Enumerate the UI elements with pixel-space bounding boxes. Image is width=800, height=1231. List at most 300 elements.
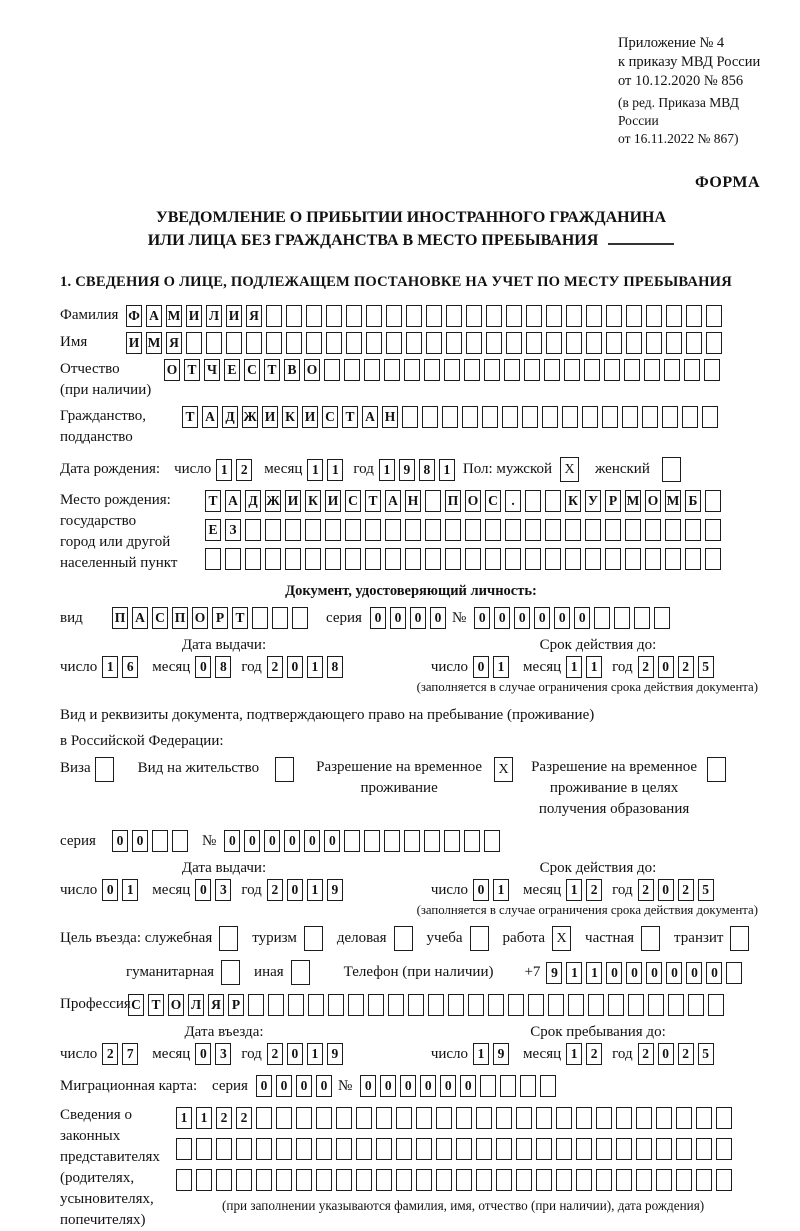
- sex-male-checkbox[interactable]: X: [560, 457, 579, 482]
- char-box[interactable]: 0: [400, 1075, 416, 1097]
- char-box[interactable]: [525, 490, 541, 512]
- char-box[interactable]: 1: [176, 1107, 192, 1129]
- char-box[interactable]: [405, 519, 421, 541]
- char-box[interactable]: [356, 1138, 372, 1160]
- char-box[interactable]: 0: [460, 1075, 476, 1097]
- char-box[interactable]: 1: [566, 879, 582, 901]
- char-box[interactable]: [604, 359, 620, 381]
- char-box[interactable]: [465, 519, 481, 541]
- char-box[interactable]: 0: [284, 830, 300, 852]
- char-box[interactable]: [546, 305, 562, 327]
- char-box[interactable]: 0: [706, 962, 722, 984]
- char-box[interactable]: [516, 1138, 532, 1160]
- char-box[interactable]: 2: [586, 1043, 602, 1065]
- char-box[interactable]: [726, 962, 742, 984]
- char-box[interactable]: 0: [195, 1043, 211, 1065]
- char-box[interactable]: [266, 305, 282, 327]
- char-box[interactable]: Р: [228, 994, 244, 1016]
- char-box[interactable]: С: [485, 490, 501, 512]
- char-box[interactable]: [544, 359, 560, 381]
- char-box[interactable]: [588, 994, 604, 1016]
- char-box[interactable]: [348, 994, 364, 1016]
- char-box[interactable]: Р: [605, 490, 621, 512]
- char-box[interactable]: [480, 1075, 496, 1097]
- char-box[interactable]: [505, 519, 521, 541]
- char-box[interactable]: [386, 305, 402, 327]
- char-box[interactable]: 1: [379, 459, 395, 481]
- char-box[interactable]: Т: [365, 490, 381, 512]
- char-box[interactable]: 6: [122, 656, 138, 678]
- char-box[interactable]: 0: [360, 1075, 376, 1097]
- char-box[interactable]: С: [322, 406, 338, 428]
- char-box[interactable]: 0: [276, 1075, 292, 1097]
- char-box[interactable]: [336, 1138, 352, 1160]
- char-box[interactable]: [176, 1169, 192, 1191]
- char-box[interactable]: [594, 607, 610, 629]
- char-box[interactable]: [716, 1107, 732, 1129]
- char-box[interactable]: 1: [307, 1043, 323, 1065]
- char-box[interactable]: 3: [215, 1043, 231, 1065]
- char-box[interactable]: [396, 1107, 412, 1129]
- char-box[interactable]: О: [168, 994, 184, 1016]
- char-box[interactable]: [716, 1138, 732, 1160]
- char-box[interactable]: [296, 1169, 312, 1191]
- char-box[interactable]: К: [565, 490, 581, 512]
- char-box[interactable]: [436, 1169, 452, 1191]
- char-box[interactable]: [346, 332, 362, 354]
- char-box[interactable]: [525, 548, 541, 570]
- char-box[interactable]: 5: [698, 1043, 714, 1065]
- char-box[interactable]: [328, 994, 344, 1016]
- char-box[interactable]: [485, 519, 501, 541]
- char-box[interactable]: [468, 994, 484, 1016]
- char-box[interactable]: А: [385, 490, 401, 512]
- char-box[interactable]: [426, 305, 442, 327]
- char-box[interactable]: [625, 519, 641, 541]
- char-box[interactable]: [686, 305, 702, 327]
- char-box[interactable]: Я: [246, 305, 262, 327]
- char-box[interactable]: [396, 1169, 412, 1191]
- char-box[interactable]: [444, 830, 460, 852]
- char-box[interactable]: [482, 406, 498, 428]
- char-box[interactable]: [565, 519, 581, 541]
- char-box[interactable]: [416, 1107, 432, 1129]
- char-box[interactable]: [385, 548, 401, 570]
- char-box[interactable]: [336, 1169, 352, 1191]
- char-box[interactable]: [706, 332, 722, 354]
- char-box[interactable]: Т: [264, 359, 280, 381]
- char-box[interactable]: 1: [566, 656, 582, 678]
- char-box[interactable]: [476, 1138, 492, 1160]
- char-box[interactable]: 1: [122, 879, 138, 901]
- char-box[interactable]: [500, 1075, 516, 1097]
- char-box[interactable]: [416, 1169, 432, 1191]
- char-box[interactable]: [404, 830, 420, 852]
- char-box[interactable]: 1: [493, 879, 509, 901]
- char-box[interactable]: [388, 994, 404, 1016]
- char-box[interactable]: [442, 406, 458, 428]
- char-box[interactable]: [268, 994, 284, 1016]
- char-box[interactable]: [424, 359, 440, 381]
- char-box[interactable]: 1: [586, 656, 602, 678]
- char-box[interactable]: Р: [212, 607, 228, 629]
- char-box[interactable]: [316, 1138, 332, 1160]
- char-box[interactable]: 7: [122, 1043, 138, 1065]
- char-box[interactable]: [466, 305, 482, 327]
- char-box[interactable]: Я: [166, 332, 182, 354]
- char-box[interactable]: [568, 994, 584, 1016]
- char-box[interactable]: [716, 1169, 732, 1191]
- char-box[interactable]: П: [112, 607, 128, 629]
- char-box[interactable]: [616, 1138, 632, 1160]
- char-box[interactable]: 2: [267, 1043, 283, 1065]
- char-box[interactable]: [445, 548, 461, 570]
- char-box[interactable]: [408, 994, 424, 1016]
- char-box[interactable]: Д: [245, 490, 261, 512]
- char-box[interactable]: [424, 830, 440, 852]
- char-box[interactable]: 9: [493, 1043, 509, 1065]
- char-box[interactable]: [252, 607, 268, 629]
- char-box[interactable]: 0: [195, 656, 211, 678]
- char-box[interactable]: [626, 305, 642, 327]
- char-box[interactable]: [446, 305, 462, 327]
- char-box[interactable]: [486, 305, 502, 327]
- char-box[interactable]: [365, 519, 381, 541]
- char-box[interactable]: 0: [380, 1075, 396, 1097]
- char-box[interactable]: [566, 305, 582, 327]
- char-box[interactable]: [366, 332, 382, 354]
- char-box[interactable]: Б: [685, 490, 701, 512]
- char-box[interactable]: [276, 1138, 292, 1160]
- char-box[interactable]: 1: [102, 656, 118, 678]
- char-box[interactable]: [516, 1169, 532, 1191]
- sex-female-checkbox[interactable]: [662, 457, 681, 482]
- char-box[interactable]: 0: [304, 830, 320, 852]
- char-box[interactable]: [536, 1169, 552, 1191]
- char-box[interactable]: [405, 548, 421, 570]
- char-box[interactable]: [666, 332, 682, 354]
- char-box[interactable]: 1: [327, 459, 343, 481]
- char-box[interactable]: 9: [546, 962, 562, 984]
- char-box[interactable]: [526, 332, 542, 354]
- char-box[interactable]: 0: [658, 656, 674, 678]
- char-box[interactable]: Т: [205, 490, 221, 512]
- char-box[interactable]: Т: [182, 406, 198, 428]
- char-box[interactable]: Т: [342, 406, 358, 428]
- char-box[interactable]: [516, 1107, 532, 1129]
- char-box[interactable]: 1: [216, 459, 232, 481]
- char-box[interactable]: 2: [267, 879, 283, 901]
- char-box[interactable]: У: [585, 490, 601, 512]
- char-box[interactable]: О: [645, 490, 661, 512]
- char-box[interactable]: [504, 359, 520, 381]
- char-box[interactable]: [542, 406, 558, 428]
- char-box[interactable]: М: [625, 490, 641, 512]
- char-box[interactable]: [505, 548, 521, 570]
- temp-residence-edu-checkbox[interactable]: [707, 757, 726, 782]
- char-box[interactable]: И: [285, 490, 301, 512]
- char-box[interactable]: [656, 1169, 672, 1191]
- char-box[interactable]: [586, 305, 602, 327]
- char-box[interactable]: 0: [316, 1075, 332, 1097]
- char-box[interactable]: [456, 1107, 472, 1129]
- char-box[interactable]: 1: [307, 656, 323, 678]
- char-box[interactable]: [682, 406, 698, 428]
- char-box[interactable]: 0: [658, 879, 674, 901]
- char-box[interactable]: [245, 519, 261, 541]
- purpose-tourism-checkbox[interactable]: [304, 926, 323, 951]
- char-box[interactable]: 1: [196, 1107, 212, 1129]
- visa-checkbox[interactable]: [95, 757, 114, 782]
- char-box[interactable]: [545, 519, 561, 541]
- char-box[interactable]: [325, 548, 341, 570]
- char-box[interactable]: [685, 519, 701, 541]
- char-box[interactable]: [585, 548, 601, 570]
- char-box[interactable]: [266, 332, 282, 354]
- char-box[interactable]: 3: [215, 879, 231, 901]
- char-box[interactable]: 0: [534, 607, 550, 629]
- char-box[interactable]: [316, 1169, 332, 1191]
- char-box[interactable]: [445, 519, 461, 541]
- purpose-study-checkbox[interactable]: [470, 926, 489, 951]
- char-box[interactable]: [446, 332, 462, 354]
- char-box[interactable]: Т: [184, 359, 200, 381]
- char-box[interactable]: [556, 1107, 572, 1129]
- char-box[interactable]: 2: [638, 879, 654, 901]
- char-box[interactable]: [536, 1138, 552, 1160]
- char-box[interactable]: [666, 305, 682, 327]
- char-box[interactable]: [326, 332, 342, 354]
- char-box[interactable]: [462, 406, 478, 428]
- char-box[interactable]: [256, 1169, 272, 1191]
- char-box[interactable]: 0: [430, 607, 446, 629]
- char-box[interactable]: А: [202, 406, 218, 428]
- purpose-humanitarian-checkbox[interactable]: [221, 960, 240, 985]
- char-box[interactable]: А: [362, 406, 378, 428]
- char-box[interactable]: Е: [205, 519, 221, 541]
- char-box[interactable]: [702, 406, 718, 428]
- char-box[interactable]: [664, 359, 680, 381]
- char-box[interactable]: И: [325, 490, 341, 512]
- char-box[interactable]: [176, 1138, 192, 1160]
- char-box[interactable]: [634, 607, 650, 629]
- char-box[interactable]: [306, 305, 322, 327]
- char-box[interactable]: [596, 1169, 612, 1191]
- char-box[interactable]: [325, 519, 341, 541]
- char-box[interactable]: Ч: [204, 359, 220, 381]
- char-box[interactable]: [365, 548, 381, 570]
- char-box[interactable]: [336, 1107, 352, 1129]
- char-box[interactable]: [676, 1107, 692, 1129]
- char-box[interactable]: [436, 1107, 452, 1129]
- temp-residence-checkbox[interactable]: X: [494, 757, 513, 782]
- char-box[interactable]: О: [192, 607, 208, 629]
- char-box[interactable]: [356, 1107, 372, 1129]
- char-box[interactable]: [286, 305, 302, 327]
- char-box[interactable]: [456, 1138, 472, 1160]
- char-box[interactable]: [536, 1107, 552, 1129]
- char-box[interactable]: [665, 519, 681, 541]
- char-box[interactable]: [508, 994, 524, 1016]
- char-box[interactable]: [205, 548, 221, 570]
- char-box[interactable]: [286, 332, 302, 354]
- char-box[interactable]: А: [146, 305, 162, 327]
- char-box[interactable]: [705, 548, 721, 570]
- char-box[interactable]: [606, 305, 622, 327]
- char-box[interactable]: [696, 1138, 712, 1160]
- char-box[interactable]: [606, 332, 622, 354]
- char-box[interactable]: [326, 305, 342, 327]
- char-box[interactable]: [265, 548, 281, 570]
- char-box[interactable]: 0: [626, 962, 642, 984]
- char-box[interactable]: 2: [267, 656, 283, 678]
- char-box[interactable]: [376, 1107, 392, 1129]
- char-box[interactable]: 0: [390, 607, 406, 629]
- char-box[interactable]: [345, 548, 361, 570]
- char-box[interactable]: [548, 994, 564, 1016]
- char-box[interactable]: 0: [658, 1043, 674, 1065]
- char-box[interactable]: [486, 332, 502, 354]
- char-box[interactable]: А: [225, 490, 241, 512]
- char-box[interactable]: [344, 359, 360, 381]
- char-box[interactable]: [622, 406, 638, 428]
- char-box[interactable]: [706, 305, 722, 327]
- char-box[interactable]: [236, 1138, 252, 1160]
- char-box[interactable]: М: [146, 332, 162, 354]
- char-box[interactable]: [586, 332, 602, 354]
- char-box[interactable]: Е: [224, 359, 240, 381]
- char-box[interactable]: [464, 830, 480, 852]
- char-box[interactable]: [376, 1169, 392, 1191]
- char-box[interactable]: 0: [324, 830, 340, 852]
- char-box[interactable]: 0: [287, 879, 303, 901]
- char-box[interactable]: О: [465, 490, 481, 512]
- char-box[interactable]: 0: [473, 879, 489, 901]
- char-box[interactable]: 0: [574, 607, 590, 629]
- char-box[interactable]: [305, 548, 321, 570]
- char-box[interactable]: [506, 332, 522, 354]
- char-box[interactable]: [636, 1169, 652, 1191]
- char-box[interactable]: 2: [236, 459, 252, 481]
- char-box[interactable]: [296, 1138, 312, 1160]
- char-box[interactable]: [288, 994, 304, 1016]
- char-box[interactable]: 0: [666, 962, 682, 984]
- char-box[interactable]: Т: [232, 607, 248, 629]
- char-box[interactable]: [648, 994, 664, 1016]
- char-box[interactable]: 2: [678, 1043, 694, 1065]
- char-box[interactable]: [584, 359, 600, 381]
- char-box[interactable]: [404, 359, 420, 381]
- char-box[interactable]: [484, 830, 500, 852]
- char-box[interactable]: [428, 994, 444, 1016]
- char-box[interactable]: [696, 1169, 712, 1191]
- char-box[interactable]: 1: [493, 656, 509, 678]
- char-box[interactable]: К: [305, 490, 321, 512]
- char-box[interactable]: [172, 830, 188, 852]
- char-box[interactable]: 0: [256, 1075, 272, 1097]
- purpose-business-checkbox[interactable]: [394, 926, 413, 951]
- char-box[interactable]: [364, 830, 380, 852]
- char-box[interactable]: Д: [222, 406, 238, 428]
- char-box[interactable]: 1: [566, 962, 582, 984]
- char-box[interactable]: [406, 305, 422, 327]
- char-box[interactable]: [642, 406, 658, 428]
- char-box[interactable]: [344, 830, 360, 852]
- residence-permit-checkbox[interactable]: [275, 757, 294, 782]
- char-box[interactable]: [346, 305, 362, 327]
- purpose-official-checkbox[interactable]: [219, 926, 238, 951]
- char-box[interactable]: [216, 1138, 232, 1160]
- char-box[interactable]: [276, 1169, 292, 1191]
- purpose-other-checkbox[interactable]: [291, 960, 310, 985]
- char-box[interactable]: С: [128, 994, 144, 1016]
- char-box[interactable]: [416, 1138, 432, 1160]
- char-box[interactable]: 0: [554, 607, 570, 629]
- char-box[interactable]: [546, 332, 562, 354]
- char-box[interactable]: [576, 1169, 592, 1191]
- char-box[interactable]: [265, 519, 281, 541]
- char-box[interactable]: [356, 1169, 372, 1191]
- char-box[interactable]: 1: [307, 879, 323, 901]
- char-box[interactable]: С: [345, 490, 361, 512]
- char-box[interactable]: [576, 1107, 592, 1129]
- char-box[interactable]: [565, 548, 581, 570]
- char-box[interactable]: [425, 548, 441, 570]
- char-box[interactable]: 0: [474, 607, 490, 629]
- char-box[interactable]: [324, 359, 340, 381]
- char-box[interactable]: [665, 548, 681, 570]
- purpose-work-checkbox[interactable]: X: [552, 926, 571, 951]
- char-box[interactable]: 0: [606, 962, 622, 984]
- char-box[interactable]: [688, 994, 704, 1016]
- char-box[interactable]: [614, 607, 630, 629]
- char-box[interactable]: [152, 830, 168, 852]
- char-box[interactable]: 1: [473, 1043, 489, 1065]
- char-box[interactable]: В: [284, 359, 300, 381]
- char-box[interactable]: 9: [327, 1043, 343, 1065]
- char-box[interactable]: [605, 548, 621, 570]
- char-box[interactable]: Ж: [265, 490, 281, 512]
- char-box[interactable]: [485, 548, 501, 570]
- char-box[interactable]: [476, 1169, 492, 1191]
- char-box[interactable]: Н: [382, 406, 398, 428]
- char-box[interactable]: [585, 519, 601, 541]
- char-box[interactable]: [645, 519, 661, 541]
- char-box[interactable]: [545, 548, 561, 570]
- char-box[interactable]: 2: [102, 1043, 118, 1065]
- char-box[interactable]: Н: [405, 490, 421, 512]
- char-box[interactable]: 0: [195, 879, 211, 901]
- char-box[interactable]: 0: [473, 656, 489, 678]
- char-box[interactable]: Т: [148, 994, 164, 1016]
- char-box[interactable]: [272, 607, 288, 629]
- char-box[interactable]: [708, 994, 724, 1016]
- char-box[interactable]: [525, 519, 541, 541]
- char-box[interactable]: 0: [686, 962, 702, 984]
- char-box[interactable]: [596, 1107, 612, 1129]
- char-box[interactable]: [206, 332, 222, 354]
- char-box[interactable]: [608, 994, 624, 1016]
- char-box[interactable]: [628, 994, 644, 1016]
- char-box[interactable]: [564, 359, 580, 381]
- purpose-private-checkbox[interactable]: [641, 926, 660, 951]
- char-box[interactable]: [305, 519, 321, 541]
- char-box[interactable]: [366, 305, 382, 327]
- char-box[interactable]: [644, 359, 660, 381]
- char-box[interactable]: 2: [216, 1107, 232, 1129]
- char-box[interactable]: С: [244, 359, 260, 381]
- char-box[interactable]: [704, 359, 720, 381]
